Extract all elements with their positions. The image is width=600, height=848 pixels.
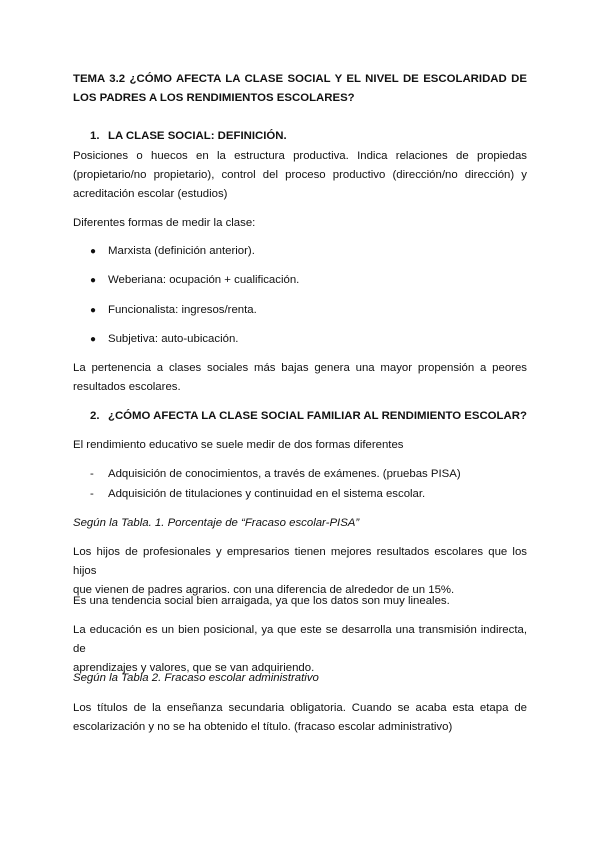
bullet-icon: ● <box>90 275 97 286</box>
section-1-heading <box>90 127 530 146</box>
text-line: acreditación escolar (estudios) <box>73 188 228 200</box>
list-item-text: Adquisición de titulaciones y continuidad en el sistema escolar. <box>108 488 426 500</box>
list-item <box>90 271 510 290</box>
list-item-text: Subjetiva: auto-ubicación. <box>108 333 239 345</box>
list-item <box>90 242 510 261</box>
list-item <box>90 330 510 349</box>
list-item <box>90 301 510 320</box>
dash-icon: - <box>90 468 94 480</box>
list-item-text: Marxista (definición anterior). <box>108 245 255 257</box>
table-2-caption: Según la Tabla 2. Fracaso escolar administrativo <box>73 672 319 684</box>
document-title <box>73 70 527 108</box>
dash-icon: - <box>90 488 94 500</box>
text-line: aprendizajes y valores, que se van adquiriendo. <box>73 662 315 674</box>
text-line: La pertenencia a clases sociales más bajas genera una mayor propensión a peores <box>73 362 527 374</box>
text-line: que vienen de padres agrarios. con una diferencia de alrededor de un 15%. <box>73 584 455 596</box>
section-1-heading-text: LA CLASE SOCIAL: DEFINICIÓN. <box>108 130 287 142</box>
text-line: Posiciones o huecos en la estructura productiva. Indica relaciones de propiedas <box>73 150 527 162</box>
bullet-icon: ● <box>90 334 97 345</box>
performance-intro: El rendimiento educativo se suele medir de dos formas diferentes <box>73 439 404 451</box>
class-definition-paragraph <box>73 147 527 204</box>
text-line: La educación es un bien posicional, ya que este se desarrolla una transmisión indirecta, de <box>73 624 527 655</box>
list-item <box>90 485 510 504</box>
text-line: (propietario/no propietario), control del proceso productivo (dirección/no dirección) y <box>73 169 527 181</box>
text-line: escolarización y no se ha obtenido el título. (fracaso escolar administrativo) <box>73 721 453 733</box>
table-1-caption: Según la Tabla. 1. Porcentaje de “Fracaso escolar-PISA” <box>73 517 360 529</box>
text-line: Los hijos de profesionales y empresarios tienen mejores resultados escolares que los hijos <box>73 546 527 577</box>
section-1-number: 1. <box>90 130 100 142</box>
trend-paragraph: Es una tendencia social bien arraigada, ya que los datos son muy lineales. <box>73 595 450 607</box>
bullet-icon: ● <box>90 305 97 316</box>
class-conclusion-paragraph <box>73 359 527 397</box>
section-2-heading-text: ¿CÓMO AFECTA LA CLASE SOCIAL FAMILIAR AL RENDIMIENTO ESCOLAR? <box>108 410 527 422</box>
list-item <box>90 465 510 484</box>
list-item-text: Adquisición de conocimientos, a través de exámenes. (pruebas PISA) <box>108 468 461 480</box>
bullet-icon: ● <box>90 246 97 257</box>
title-line-1: TEMA 3.2 ¿CÓMO AFECTA LA CLASE SOCIAL Y EL NIVEL DE ESCOLARIDAD DE <box>73 73 527 85</box>
list-item-text: Weberiana: ocupación + cualificación. <box>108 274 300 286</box>
section-2-heading <box>90 407 530 426</box>
list-item-text: Funcionalista: ingresos/renta. <box>108 304 257 316</box>
section-2-number: 2. <box>90 410 100 422</box>
text-line: resultados escolares. <box>73 381 181 393</box>
title-line-2: LOS PADRES A LOS RENDIMIENTOS ESCOLARES? <box>73 92 355 104</box>
administrative-failure-paragraph <box>73 699 527 737</box>
text-line: Los títulos de la enseñanza secundaria obligatoria. Cuando se acaba esta etapa de <box>73 702 527 714</box>
measure-intro: Diferentes formas de medir la clase: <box>73 217 256 229</box>
